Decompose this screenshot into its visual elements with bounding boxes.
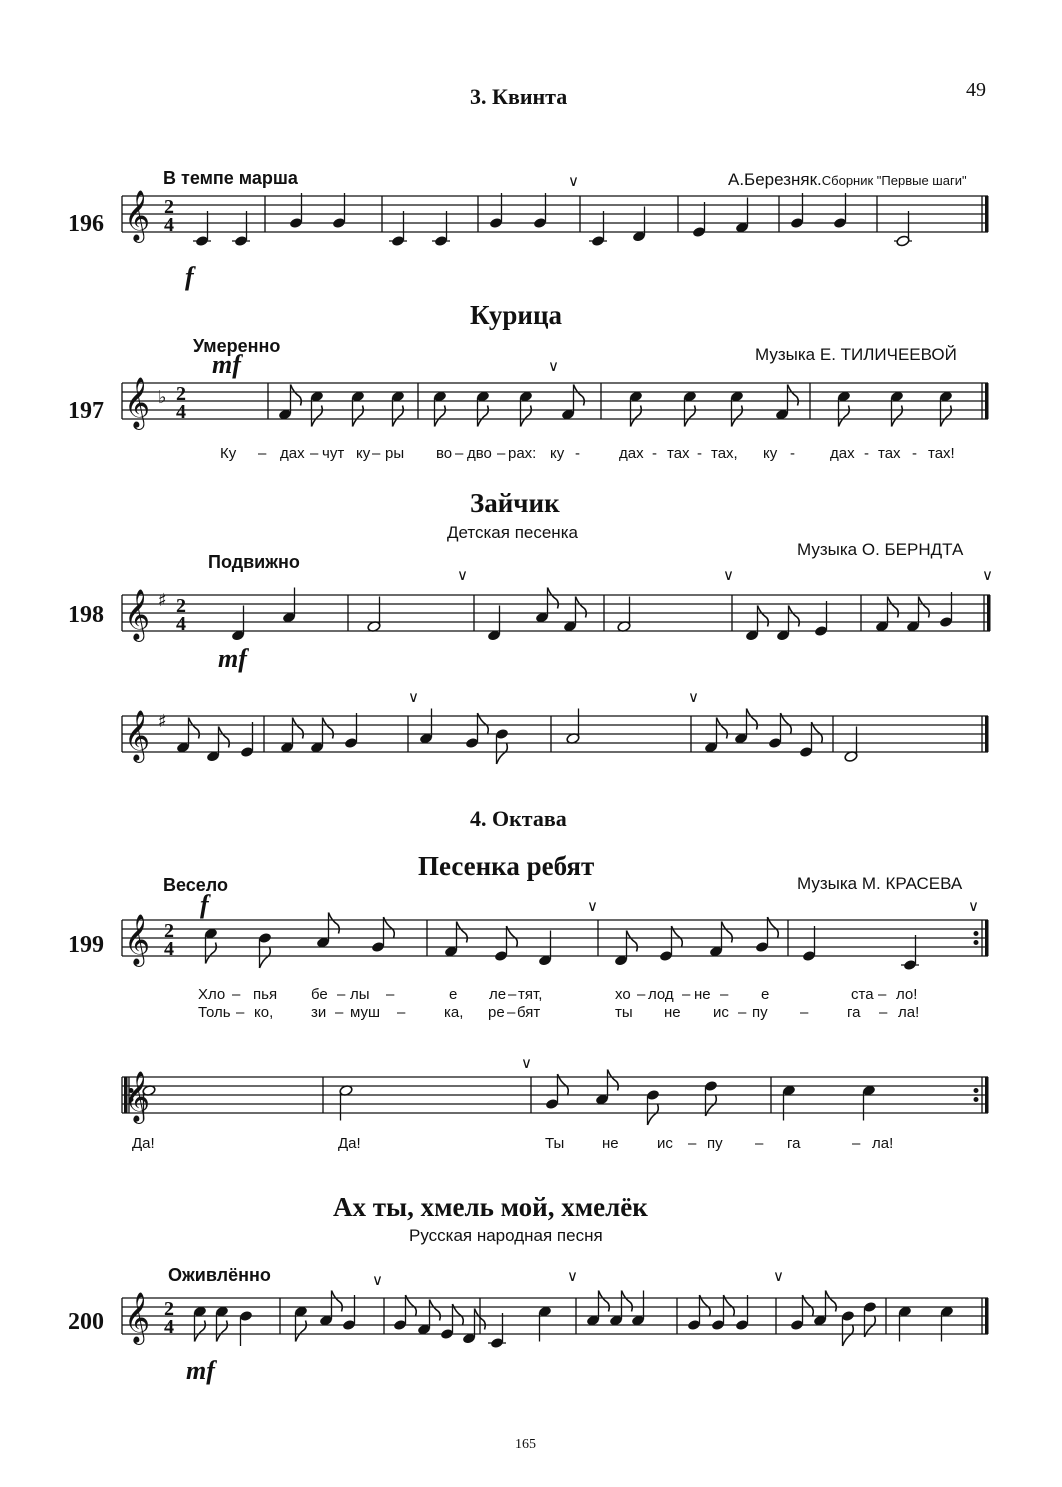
time-signature-numerator: 2 bbox=[164, 1298, 174, 1320]
breath-mark: ∨ bbox=[548, 358, 559, 375]
lyric-syllable: Ты bbox=[545, 1135, 565, 1152]
note-flag bbox=[293, 718, 304, 739]
final-barline bbox=[985, 1298, 989, 1334]
breath-mark: ∨ bbox=[568, 173, 579, 190]
note-flag bbox=[919, 597, 930, 618]
lyric-syllable: бе bbox=[311, 986, 328, 1003]
note-flag bbox=[839, 406, 850, 427]
note-flag bbox=[457, 922, 468, 943]
lyric-syllable: ис bbox=[657, 1135, 673, 1152]
lyric-syllable: тах! bbox=[928, 445, 955, 462]
lyric-syllable: пья bbox=[253, 986, 278, 1003]
note-flag bbox=[941, 406, 952, 427]
time-signature-numerator: 2 bbox=[164, 196, 174, 218]
composer-197: Музыка Е. ТИЛИЧЕЕВОЙ bbox=[755, 345, 957, 364]
lyric-syllable: ста bbox=[851, 986, 874, 1003]
lyric-hyphen: – bbox=[335, 1004, 344, 1021]
subtitle-200: Русская народная песня bbox=[409, 1226, 603, 1245]
lyric-syllable: га bbox=[787, 1135, 801, 1152]
page-number: 49 bbox=[966, 79, 986, 101]
lyric-hyphen: – bbox=[258, 445, 267, 462]
breath-mark: ∨ bbox=[567, 1268, 578, 1285]
final-barline bbox=[985, 920, 989, 956]
lyric-hyphen: – bbox=[232, 986, 241, 1003]
note-flag bbox=[291, 385, 302, 406]
lyric-syllable: хо bbox=[615, 986, 631, 1003]
dynamic-200: mf bbox=[186, 1356, 215, 1385]
section-title-fifth: 3. Квинта bbox=[470, 84, 568, 109]
dynamic-197: mf bbox=[212, 350, 241, 379]
note-flag bbox=[722, 922, 733, 943]
note-flag bbox=[576, 597, 587, 618]
dynamic-198: mf bbox=[218, 644, 247, 673]
lyric-hyphen: – bbox=[800, 1004, 809, 1021]
staff-199b-notes bbox=[142, 1070, 876, 1126]
lyric-hyphen: – bbox=[310, 445, 319, 462]
note-flag bbox=[789, 606, 800, 627]
note-flag bbox=[430, 1300, 441, 1321]
lyric-syllable: чут bbox=[322, 445, 345, 462]
lyric-hyphen: - bbox=[652, 445, 657, 462]
note-flag bbox=[521, 406, 532, 427]
footer-number: 165 bbox=[515, 1437, 536, 1452]
note-flag bbox=[717, 718, 728, 739]
lyric-syllable: е bbox=[449, 986, 458, 1003]
breath-mark: ∨ bbox=[688, 689, 699, 706]
staff-198b-notes bbox=[176, 709, 858, 765]
time-signature-numerator: 2 bbox=[176, 595, 186, 617]
lyric-hyphen: – bbox=[372, 445, 381, 462]
song-title-199: Песенка ребят bbox=[418, 851, 595, 881]
lyric-syllable: Толь bbox=[198, 1004, 231, 1021]
lyric-syllable: ку bbox=[763, 445, 778, 462]
note-flag bbox=[648, 1104, 659, 1125]
staff-199a bbox=[122, 920, 989, 956]
lyric-hyphen: – bbox=[497, 445, 506, 462]
note-flag bbox=[892, 406, 903, 427]
staff-199a-notes bbox=[204, 913, 919, 971]
lyric-syllable: рах: bbox=[508, 445, 537, 462]
note-flag bbox=[393, 406, 404, 427]
lyric-syllable: дах bbox=[280, 445, 305, 462]
final-barline bbox=[985, 383, 989, 419]
lyric-hyphen: - bbox=[912, 445, 917, 462]
dynamic-196: f bbox=[185, 262, 194, 291]
note-flag bbox=[353, 406, 364, 427]
lyric-syllable: тах bbox=[667, 445, 690, 462]
lyric-hyphen: – bbox=[386, 986, 395, 1003]
song-title-197: Курица bbox=[470, 300, 563, 330]
final-barline bbox=[985, 1077, 989, 1113]
lyric-hyphen: – bbox=[682, 986, 691, 1003]
lyric-syllable: ка, bbox=[444, 1004, 464, 1021]
lyric-syllable: ко, bbox=[254, 1004, 274, 1021]
staff-199b bbox=[122, 1077, 989, 1113]
time-signature-denominator: 4 bbox=[176, 401, 186, 423]
note-flag bbox=[627, 931, 638, 952]
lyric-syllable: дах bbox=[830, 445, 855, 462]
lyric-syllable: муш bbox=[350, 1004, 381, 1021]
lyric-syllable: пу bbox=[707, 1135, 723, 1152]
note-flag bbox=[622, 1291, 633, 1312]
lyric-syllable: тят, bbox=[518, 986, 543, 1003]
treble-clef-icon: 𝄞 bbox=[124, 1292, 151, 1343]
lyric-hyphen: – bbox=[688, 1135, 697, 1152]
lyric-hyphen: – bbox=[455, 445, 464, 462]
treble-clef-icon: 𝄞 bbox=[124, 1071, 151, 1122]
staff-200 bbox=[122, 1298, 989, 1334]
lyric-hyphen: – bbox=[337, 986, 346, 1003]
lyric-syllable: тах bbox=[878, 445, 901, 462]
breath-mark: ∨ bbox=[982, 567, 993, 584]
lyric-hyphen: – bbox=[507, 1004, 516, 1021]
lyric-syllable: не bbox=[694, 986, 711, 1003]
dynamic-199: f bbox=[200, 890, 209, 919]
lyric-syllable: ку bbox=[356, 445, 371, 462]
note-flag bbox=[685, 406, 696, 427]
lyric-syllable: Ку bbox=[220, 445, 237, 462]
treble-clef-icon: 𝄞 bbox=[124, 914, 151, 965]
lyric-hyphen: – bbox=[508, 986, 517, 1003]
breath-mark: ∨ bbox=[587, 898, 598, 915]
final-barline bbox=[987, 595, 991, 631]
lyric-syllable: ку bbox=[550, 445, 565, 462]
lyric-syllable: ис bbox=[713, 1004, 729, 1021]
breath-mark: ∨ bbox=[773, 1268, 784, 1285]
note-flag bbox=[574, 385, 585, 406]
lyric-syllable: ло! bbox=[896, 986, 918, 1003]
time-signature-denominator: 4 bbox=[164, 938, 174, 960]
note-flag bbox=[329, 913, 340, 934]
time-signature-denominator: 4 bbox=[164, 214, 174, 236]
note-flag bbox=[260, 947, 271, 968]
composer-name-196: А.Березняк. bbox=[728, 170, 822, 189]
note-flag bbox=[843, 1325, 854, 1346]
lyric-syllable: бят bbox=[517, 1004, 541, 1021]
lyric-hyphen: – bbox=[755, 1135, 764, 1152]
time-signature-denominator: 4 bbox=[176, 613, 186, 635]
note-flag bbox=[296, 1321, 307, 1342]
lyric-syllable: Да! bbox=[338, 1135, 361, 1152]
song-number-199: 199 bbox=[68, 932, 104, 958]
key-sharp-icon: ♯ bbox=[158, 590, 167, 611]
note-flag bbox=[631, 406, 642, 427]
lyric-hyphen: - bbox=[697, 445, 702, 462]
final-barline bbox=[985, 716, 989, 752]
breath-mark: ∨ bbox=[457, 567, 468, 584]
song-number-200: 200 bbox=[68, 1309, 104, 1335]
lyric-hyphen: – bbox=[879, 1004, 888, 1021]
staff-197-notes bbox=[278, 385, 953, 427]
lyric-hyphen: – bbox=[236, 1004, 245, 1021]
lyric-syllable: Хло bbox=[198, 986, 226, 1003]
tempo-196: В темпе марша bbox=[163, 168, 298, 188]
lyric-hyphen: – bbox=[720, 986, 729, 1003]
song-number-198: 198 bbox=[68, 602, 104, 628]
composer-198: Музыка О. БЕРНДТА bbox=[797, 540, 964, 559]
song-title-200: Ах ты, хмель мой, хмелёк bbox=[333, 1192, 648, 1222]
staff-196-notes bbox=[193, 193, 912, 247]
note-flag bbox=[323, 718, 334, 739]
note-flag bbox=[478, 406, 489, 427]
lyric-syllable: ты bbox=[615, 1004, 633, 1021]
note-flag bbox=[788, 385, 799, 406]
repeat-dot bbox=[974, 932, 978, 936]
time-signature-denominator: 4 bbox=[164, 1316, 174, 1338]
composer-199: Музыка М. КРАСЕВА bbox=[797, 874, 963, 893]
repeat-dot bbox=[974, 1089, 978, 1093]
note-flag bbox=[189, 718, 200, 739]
lyric-syllable: лод bbox=[648, 986, 674, 1003]
note-flag bbox=[608, 1070, 619, 1091]
lyric-syllable: ры bbox=[385, 445, 405, 462]
note-flag bbox=[497, 743, 508, 764]
staff-200-notes bbox=[193, 1291, 954, 1349]
lyric-syllable: ла! bbox=[898, 1004, 920, 1021]
note-flag bbox=[219, 727, 230, 748]
lyric-syllable: дво bbox=[467, 445, 492, 462]
lyric-syllable: га bbox=[847, 1004, 861, 1021]
tempo-197: Умеренно bbox=[193, 336, 281, 356]
lyric-syllable: е bbox=[761, 986, 770, 1003]
lyric-syllable: не bbox=[602, 1135, 619, 1152]
source-196: Сборник "Первые шаги" bbox=[821, 173, 967, 188]
key-sharp-icon: ♯ bbox=[158, 711, 167, 732]
staff-197 bbox=[122, 383, 989, 419]
lyric-syllable: Да! bbox=[132, 1135, 155, 1152]
breath-mark: ∨ bbox=[723, 567, 734, 584]
lyric-syllable: тах, bbox=[711, 445, 738, 462]
lyric-syllable: ре bbox=[488, 1004, 505, 1021]
lyric-hyphen: – bbox=[852, 1135, 861, 1152]
note-flag bbox=[826, 1291, 837, 1312]
repeat-dot bbox=[974, 941, 978, 945]
lyric-syllable: не bbox=[664, 1004, 681, 1021]
lyric-hyphen: - bbox=[864, 445, 869, 462]
song-number-197: 197 bbox=[68, 398, 104, 424]
treble-clef-icon: 𝄞 bbox=[124, 377, 151, 428]
song-title-198: Зайчик bbox=[470, 488, 560, 518]
lyric-syllable: лы bbox=[350, 986, 370, 1003]
lyric-hyphen: – bbox=[637, 986, 646, 1003]
note-flag bbox=[312, 406, 323, 427]
lyric-hyphen: - bbox=[790, 445, 795, 462]
repeat-dot bbox=[974, 1098, 978, 1102]
note-flag bbox=[217, 1321, 228, 1342]
breath-mark: ∨ bbox=[968, 898, 979, 915]
breath-mark: ∨ bbox=[372, 1272, 383, 1289]
final-barline bbox=[985, 196, 989, 232]
lyric-syllable: ле bbox=[489, 986, 507, 1003]
note-flag bbox=[747, 709, 758, 730]
note-flag bbox=[548, 588, 559, 609]
breath-mark: ∨ bbox=[521, 1055, 532, 1072]
note-flag bbox=[332, 1291, 343, 1312]
lyric-syllable: во bbox=[436, 445, 453, 462]
song-number-196: 196 bbox=[68, 211, 104, 237]
lyric-hyphen: – bbox=[738, 1004, 747, 1021]
treble-clef-icon: 𝄞 bbox=[124, 710, 151, 761]
note-flag bbox=[435, 406, 446, 427]
note-flag bbox=[888, 597, 899, 618]
treble-clef-icon: 𝄞 bbox=[124, 589, 151, 640]
tempo-198: Подвижно bbox=[208, 552, 300, 572]
treble-clef-icon: 𝄞 bbox=[124, 190, 151, 241]
section-title-octave: 4. Октава bbox=[470, 806, 567, 831]
breath-mark: ∨ bbox=[408, 689, 419, 706]
subtitle-198: Детская песенка bbox=[447, 523, 578, 542]
lyric-syllable: дах bbox=[619, 445, 644, 462]
staff-196 bbox=[122, 196, 989, 232]
note-flag bbox=[758, 606, 769, 627]
lyric-hyphen: - bbox=[575, 445, 580, 462]
lyric-syllable: ла! bbox=[872, 1135, 894, 1152]
lyric-syllable: зи bbox=[311, 1004, 327, 1021]
note-flag bbox=[206, 943, 217, 964]
lyric-hyphen: – bbox=[397, 1004, 406, 1021]
lyric-hyphen: – bbox=[878, 986, 887, 1003]
lyric-syllable: пу bbox=[752, 1004, 768, 1021]
tempo-200: Оживлённо bbox=[168, 1265, 271, 1285]
note-flag bbox=[599, 1291, 610, 1312]
time-signature-numerator: 2 bbox=[176, 383, 186, 405]
note-flag bbox=[732, 406, 743, 427]
note-flag bbox=[195, 1321, 206, 1342]
key-flat-icon: ♭ bbox=[158, 387, 167, 408]
time-signature-numerator: 2 bbox=[164, 920, 174, 942]
tempo-199: Весело bbox=[163, 875, 228, 895]
